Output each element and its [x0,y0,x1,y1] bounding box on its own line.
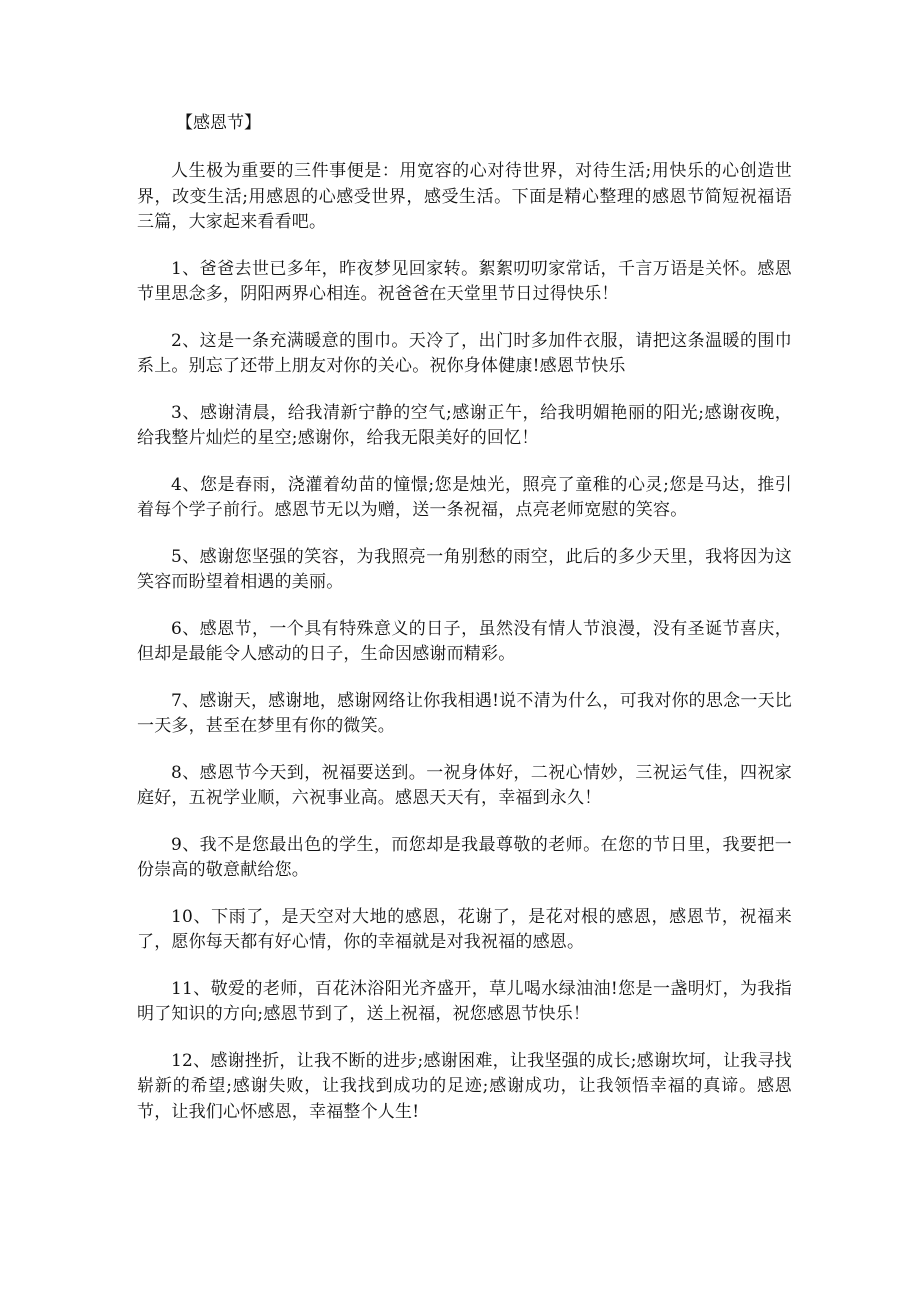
blessing-paragraph-3: 3、感谢清晨，给我清新宁静的空气;感谢正午，给我明媚艳丽的阳光;感谢夜晚，给我整片灿烂的星空;感谢你，给我无限美好的回忆！ [137,402,792,448]
blessing-paragraph-6: 6、感恩节，一个具有特殊意义的日子，虽然没有情人节浪漫，没有圣诞节喜庆，但却是最能令人感动的日子，生命因感谢而精彩。 [137,618,792,664]
blessing-paragraph-5: 5、感谢您坚强的笑容，为我照亮一角别愁的雨空，此后的多少天里，我将因为这笑容而盼望着相遇的美丽。 [137,546,792,592]
blessing-paragraph-9: 9、我不是您最出色的学生，而您却是我最尊敬的老师。在您的节日里，我要把一份崇高的敬意献给您。 [137,834,792,880]
document-title: 【感恩节】 [176,113,261,133]
blessing-paragraph-10: 10、下雨了，是天空对大地的感恩，花谢了，是花对根的感恩，感恩节，祝福来了，愿你每天都有好心情，你的幸福就是对我祝福的感恩。 [137,906,792,952]
blessing-paragraph-2: 2、这是一条充满暖意的围巾。天冷了，出门时多加件衣服，请把这条温暖的围巾系上。别忘了还带上朋友对你的关心。祝你身体健康!感恩节快乐 [137,330,792,376]
blessing-paragraph-12: 12、感谢挫折，让我不断的进步;感谢困难，让我坚强的成长;感谢坎坷，让我寻找崭新的希望;感谢失败，让我找到成功的足迹;感谢成功，让我领悟幸福的真谛。感恩节，让我们心怀感恩，幸福整个人生! [137,1050,792,1122]
blessing-paragraph-11: 11、敬爱的老师，百花沐浴阳光齐盛开，草儿喝水绿油油!您是一盏明灯，为我指明了知识的方向;感恩节到了，送上祝福，祝您感恩节快乐！ [137,978,792,1024]
blessing-paragraph-8: 8、感恩节今天到，祝福要送到。一祝身体好，二祝心情妙，三祝运气佳，四祝家庭好，五祝学业顺，六祝事业高。感恩天天有，幸福到永久！ [137,762,792,808]
blessing-paragraph-4: 4、您是春雨，浇灌着幼苗的憧憬;您是烛光，照亮了童稚的心灵;您是马达，推引着每个学子前行。感恩节无以为赠，送一条祝福，点亮老师宽慰的笑容。 [137,474,792,520]
blessing-paragraph-1: 1、爸爸去世已多年，昨夜梦见回家转。絮絮叨叨家常话，千言万语是关怀。感恩节里思念多，阴阳两界心相连。祝爸爸在天堂里节日过得快乐！ [137,258,792,304]
intro-paragraph: 人生极为重要的三件事便是：用宽容的心对待世界，对待生活;用快乐的心创造世界，改变生活;用感恩的心感受世界，感受生活。下面是精心整理的感恩节简短祝福语三篇，大家起来看看吧。 [137,161,792,232]
blessing-paragraph-7: 7、感谢天，感谢地，感谢网络让你我相遇!说不清为什么，可我对你的思念一天比一天多，甚至在梦里有你的微笑。 [137,690,792,736]
document-body [137,159,792,1146]
